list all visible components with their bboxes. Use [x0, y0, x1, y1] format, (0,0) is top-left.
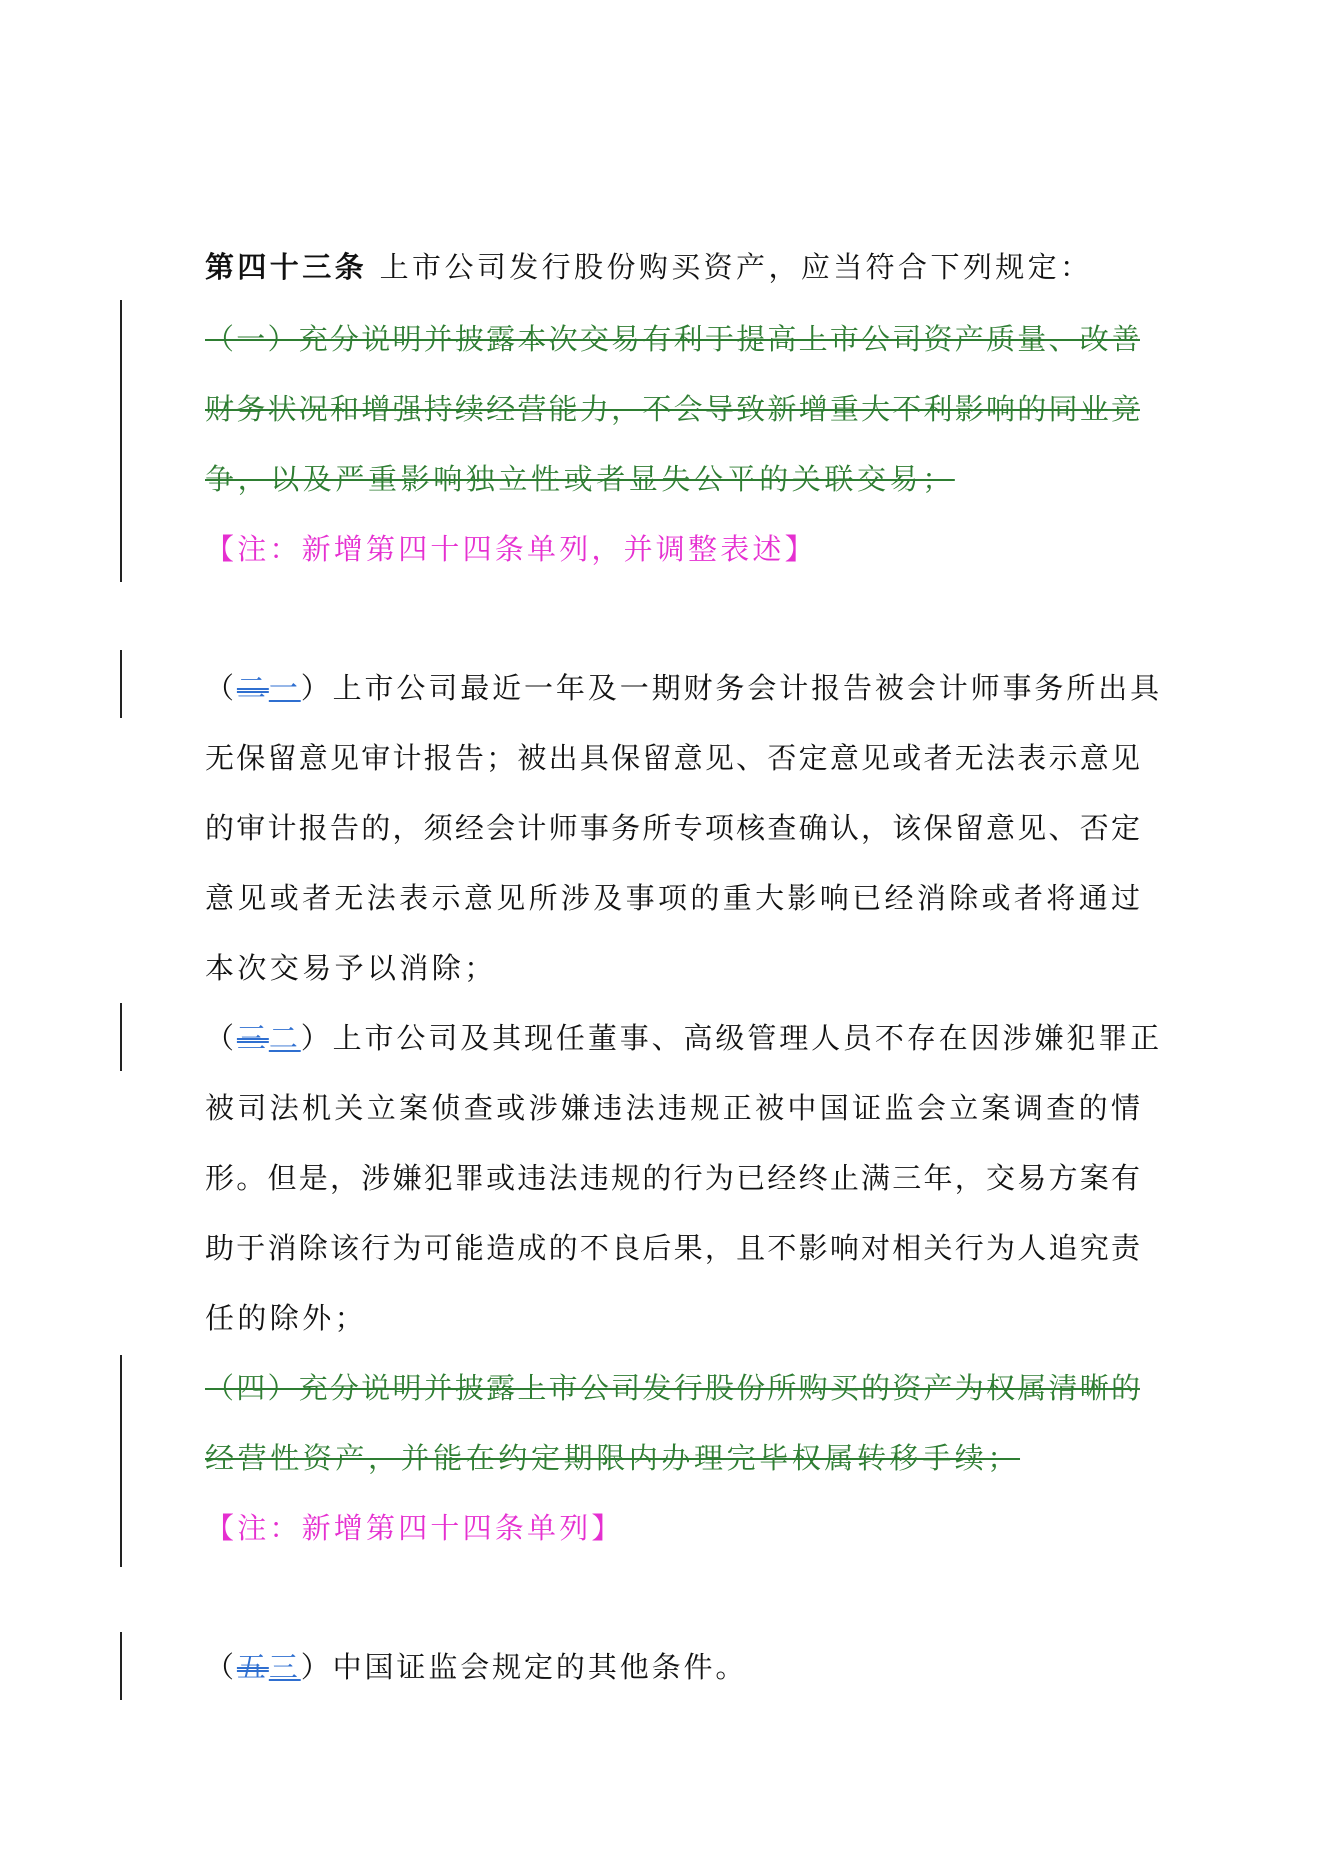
deleted-number: 二 [236, 671, 269, 705]
body-line: 意见或者无法表示意见所涉及事项的重大影响已经消除或者将通过 [205, 881, 1140, 915]
body-line: 无保留意见审计报告；被出具保留意见、否定意见或者无法表示意见 [205, 741, 1140, 775]
deleted-line: （四）充分说明并披露上市公司发行股份所购买的资产为权属清晰的 [205, 1371, 1140, 1405]
inserted-number: 一 [268, 671, 301, 705]
item-first-line: （五三）中国证监会规定的其他条件。 [205, 1650, 748, 1684]
deleted-line: （一）充分说明并披露本次交易有利于提高上市公司资产质量、改善 [205, 322, 1140, 356]
change-bar [120, 1003, 122, 1071]
article-number: 第四十三条 [205, 250, 368, 284]
deleted-line: 经营性资产，并能在约定期限内办理完毕权属转移手续； [205, 1441, 1021, 1475]
body-line: 被司法机关立案侦查或涉嫌违法违规正被中国证监会立案调查的情 [205, 1091, 1140, 1125]
body-line: 的审计报告的，须经会计师事务所专项核查确认，该保留意见、否定 [205, 811, 1140, 845]
deleted-number: 五 [236, 1650, 269, 1684]
body-line: 形。但是，涉嫌犯罪或违法违规的行为已经终止满三年，交易方案有 [205, 1161, 1140, 1195]
body-line: 本次交易予以消除； [205, 951, 497, 985]
inserted-number: 三 [268, 1650, 301, 1684]
change-bar [120, 650, 122, 718]
deleted-line: 财务状况和增强持续经营能力，不会导致新增重大不利影响的同业竞 [205, 392, 1140, 426]
inserted-number: 二 [268, 1021, 301, 1055]
body-line: 助于消除该行为可能造成的不良后果，且不影响对相关行为人追究责 [205, 1231, 1140, 1265]
deleted-line: 争，以及严重影响独立性或者显失公平的关联交易； [205, 462, 955, 496]
revision-note: 【注：新增第四十四条单列】 [205, 1511, 624, 1545]
change-bar [120, 1355, 122, 1567]
item-first-line: （二一）上市公司最近一年及一期财务会计报告被会计师事务所出具 [205, 671, 1163, 705]
change-bar [120, 1632, 122, 1700]
item-first-line: （三二）上市公司及其现任董事、高级管理人员不存在因涉嫌犯罪正 [205, 1021, 1163, 1055]
article-title [205, 247, 1140, 287]
revision-note: 【注：新增第四十四条单列，并调整表述】 [205, 532, 817, 566]
change-bar [120, 300, 122, 582]
article-heading: 上市公司发行股份购买资产，应当符合下列规定： [379, 250, 1093, 284]
deleted-number: 三 [236, 1021, 269, 1055]
body-line: 任的除外； [205, 1301, 368, 1335]
